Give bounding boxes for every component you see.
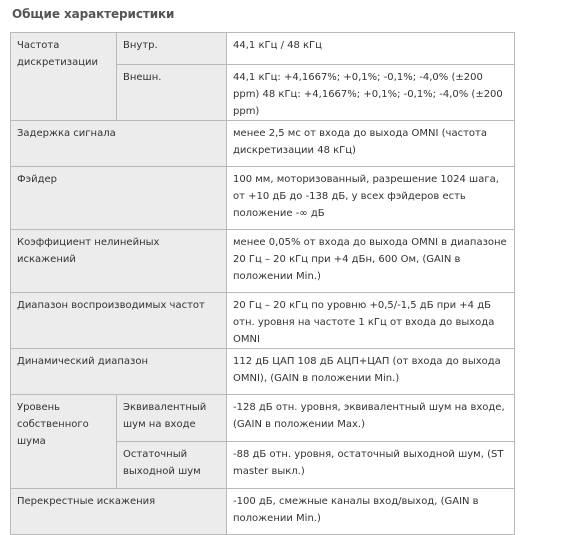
value-cell: 100 мм, моторизованный, разрешение 1024 шага, от +10 дБ до -138 дБ, у всех фэйдеров есть положение -∞ дБ [227,167,515,230]
sub-param-cell: Внутр. [117,33,227,65]
value-cell: -100 дБ, смежные каналы вход/выход, (GAIN в положении Min.) [227,489,515,535]
table-row [11,167,515,230]
param-cell: Уровень собственного шума [11,395,117,489]
param-cell: Динамический диапазон [11,349,227,395]
sub-param-cell: Внешн. [117,65,227,121]
value-cell: -128 дБ отн. уровня, эквивалентный шум на входе, (GAIN в положении Max.) [227,395,515,442]
table-row [11,293,515,349]
value-cell: 44,1 кГц / 48 кГц [227,33,515,65]
spec-table [10,32,515,535]
param-cell: Коэффициент нелинейных искажений [11,230,227,293]
table-row [11,121,515,167]
param-cell: Перекрестные искажения [11,489,227,535]
value-cell: 44,1 кГц: +4,1667%; +0,1%; -0,1%; -4,0% (±200 ppm) 48 кГц: +4,1667%; +0,1%; -0,1%; -4,0% (±200 ppm) [227,65,515,121]
value-cell: -88 дБ отн. уровня, остаточный выходной шум, (ST master выкл.) [227,442,515,489]
value-cell: менее 0,05% от входа до выхода OMNI в диапазоне 20 Гц – 20 кГц при +4 дБн, 600 Ом, (GAIN в положении Min.) [227,230,515,293]
value-cell: 20 Гц – 20 кГц по уровню +0,5/-1,5 дБ при +4 дБ отн. уровня на частоте 1 кГц от входа до выхода OMNI [227,293,515,349]
section-title: Общие характеристики [12,7,175,21]
table-row [11,230,515,293]
param-cell: Фэйдер [11,167,227,230]
table-row [11,33,515,65]
table-row [11,395,515,442]
param-cell: Частота дискретизации [11,33,117,121]
param-cell: Задержка сигнала [11,121,227,167]
sub-param-cell: Эквивалентный шум на входе [117,395,227,442]
table-row [11,489,515,535]
value-cell: 112 дБ ЦАП 108 дБ АЦП+ЦАП (от входа до выхода OMNI), (GAIN в положении Min.) [227,349,515,395]
value-cell: менее 2,5 мс от входа до выхода OMNI (частота дискретизации 48 кГц) [227,121,515,167]
sub-param-cell: Остаточный выходной шум [117,442,227,489]
table-row [11,349,515,395]
param-cell: Диапазон воспроизводимых частот [11,293,227,349]
